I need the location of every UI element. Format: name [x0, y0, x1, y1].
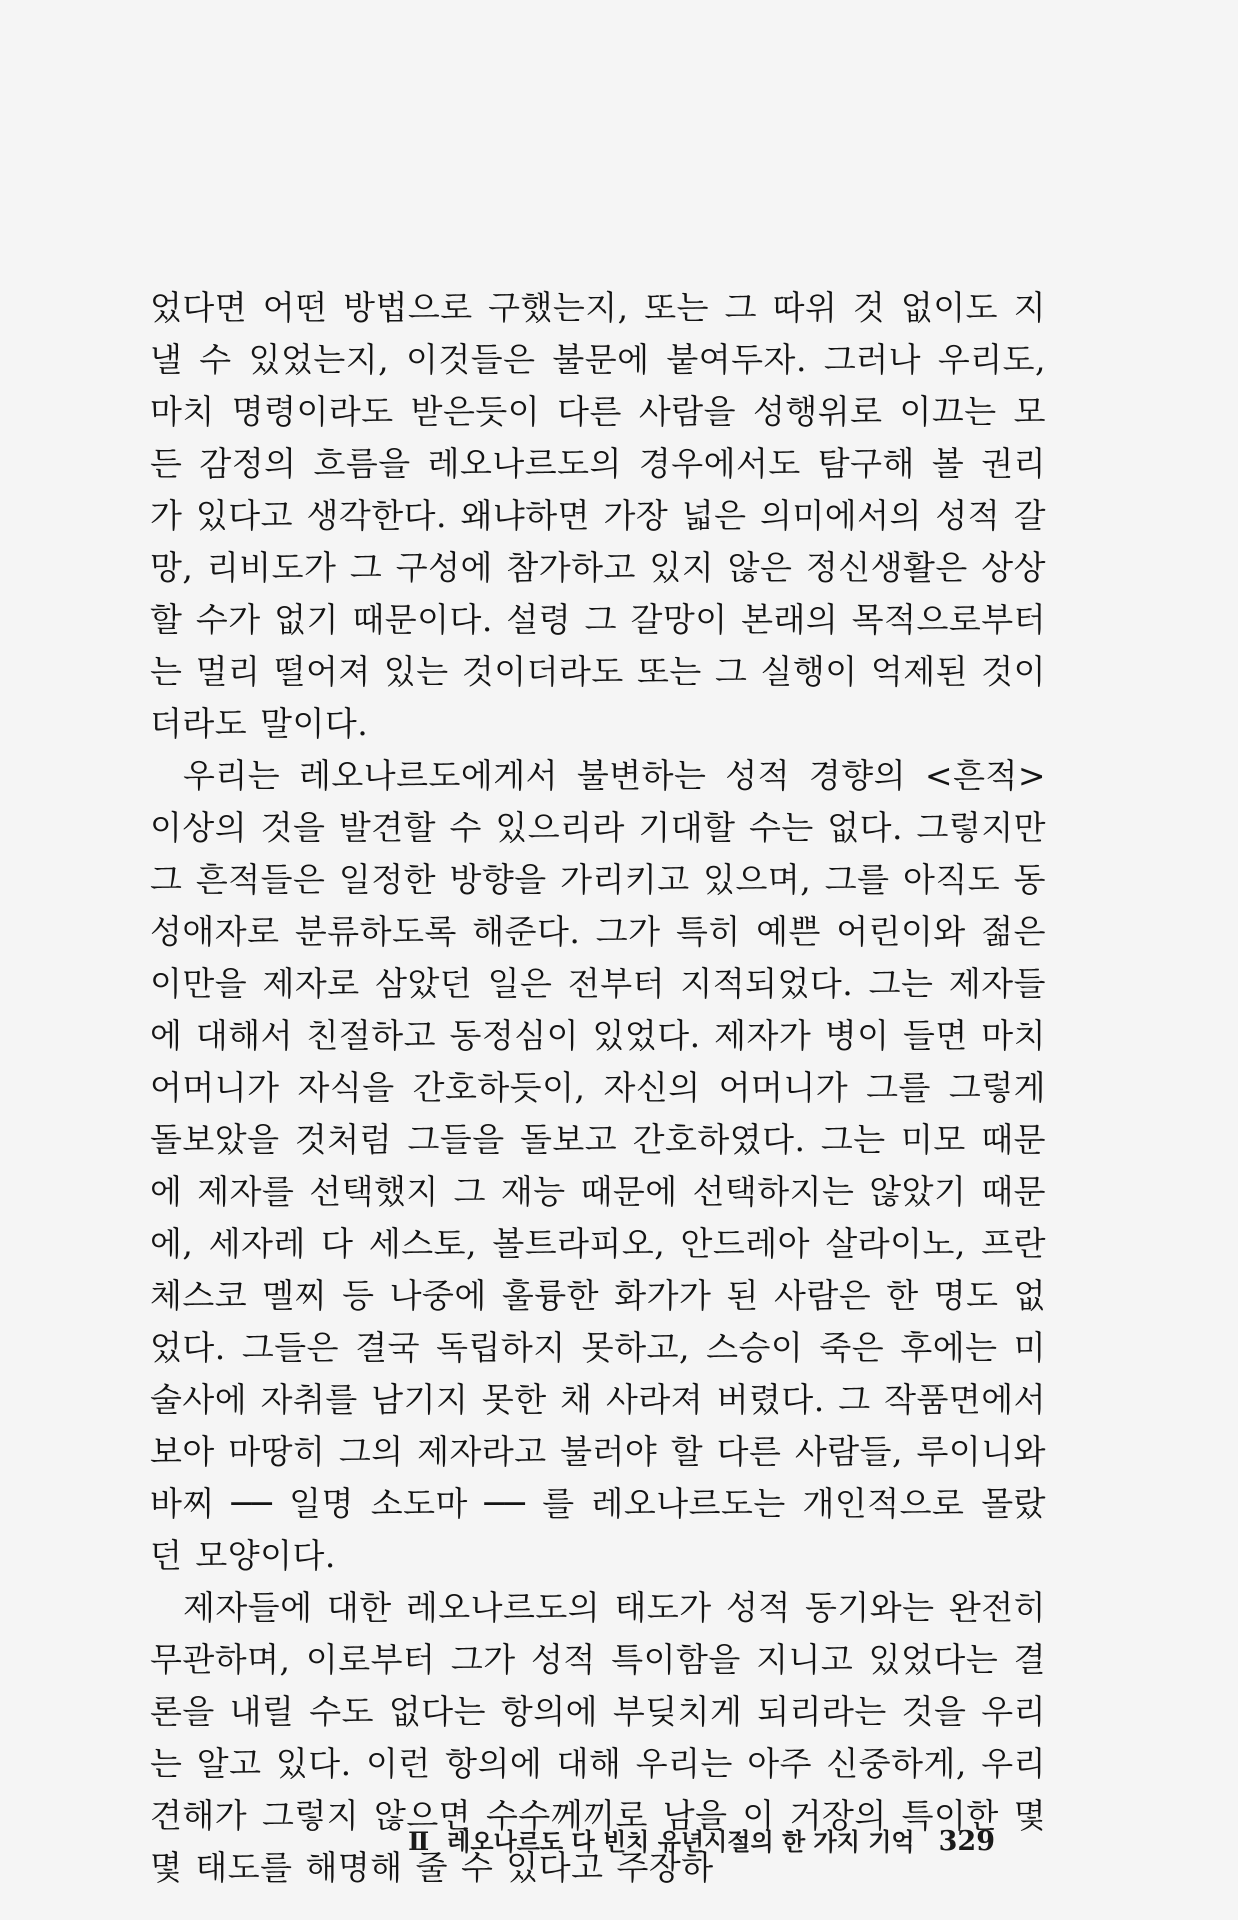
body-text — [150, 282, 1046, 1894]
chapter-title: 레오나르도 다 빈치 유년시절의 한 가지 기억 — [447, 1828, 915, 1856]
paragraph-continued: 었다면 어떤 방법으로 구했는지, 또는 그 따위 것 없이도 지낼 수 있었는지, 이것들은 불문에 붙여두자. 그러나 우리도, 마치 명령이라도 받은듯이 다른 사람을 성행위로 이끄는 모든 감정의 흐름을 레오나르도의 경우에서도 탐구해 볼 권리가 있다고 생각한다. 왜냐하면 가장 넓은 의미에서의 성적 갈망, 리비도가 그 구성에 참가하고 있지 않은 정신생활은 상상할 수가 없기 때문이다. 설령 그 갈망이 본래의 목적으로부터는 멀리 떨어져 있는 것이더라도 또는 그 실행이 억제된 것이더라도 말이다. — [150, 288, 1046, 743]
running-footer — [408, 1822, 995, 1857]
page-number: 329 — [938, 1826, 995, 1857]
paragraph-disciples: 우리는 레오나르도에게서 불변하는 성적 경향의 <흔적> 이상의 것을 발견할 수 있으리라 기대할 수는 없다. 그렇지만 그 흔적들은 일정한 방향을 가리키고 있으며, 그를 아직도 동성애자로 분류하도록 해준다. 그가 특히 예쁜 어린이와 젊은이만을 제자로 삼았던 일은 전부터 지적되었다. 그는 제자들에 대해서 친절하고 동정심이 있었다. 제자가 병이 들면 마치 어머니가 자식을 간호하듯이, 자신의 어머니가 그를 그렇게 돌보았을 것처럼 그들을 돌보고 간호하였다. 그는 미모 때문에 제자를 선택했지 그 재능 때문에 선택하지는 않았기 때문에, 세자레 다 세스토, 볼트라피오, 안드레아 살라이노, 프란체스코 멜찌 등 나중에 훌륭한 화가가 된 사람은 한 명도 없었다. 그들은 결국 독립하지 못하고, 스승이 죽은 후에는 미술사에 자취를 남기지 못한 채 사라져 버렸다. 그 작품면에서 보아 마땅히 그의 제자라고 불러야 할 다른 사람들, 루이니와 바찌 ── 일명 소도마 ── 를 레오나르도는 개인적으로 몰랐던 모양이다. — [150, 756, 1046, 1575]
paragraph-objection: 제자들에 대한 레오나르도의 태도가 성적 동기와는 완전히 무관하며, 이로부터 그가 성적 특이함을 지니고 있었다는 결론을 내릴 수도 없다는 항의에 부딪치게 되리라는 것을 우리는 알고 있다. 이런 항의에 대해 우리는 아주 신중하게, 우리 견해가 그렇지 않으면 수수께끼로 남을 이 거장의 특이한 몇몇 태도를 해명해 줄 수 있다고 주장하 — [150, 1588, 1046, 1887]
section-number: Ⅱ — [408, 1827, 430, 1856]
